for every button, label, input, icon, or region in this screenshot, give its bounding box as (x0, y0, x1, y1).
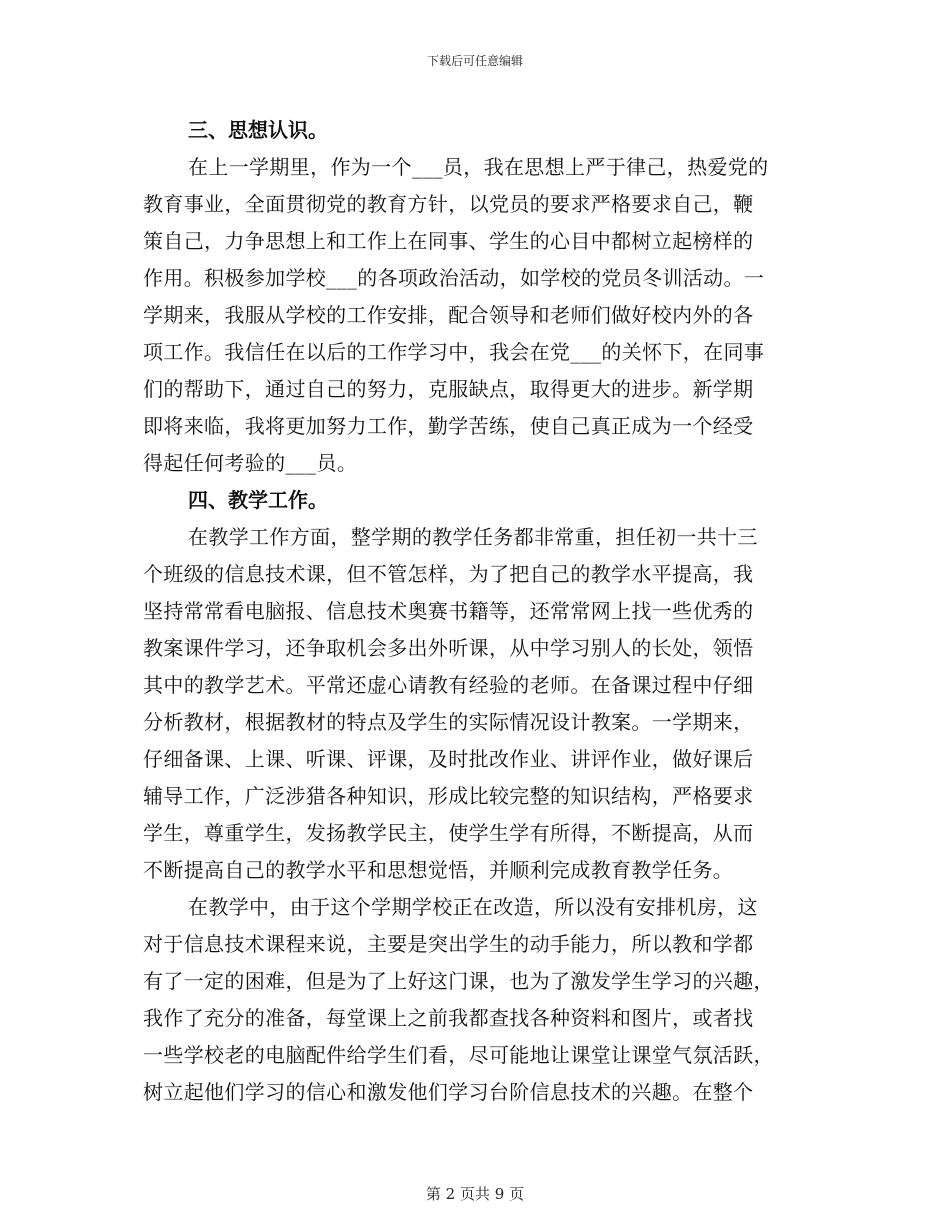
paragraph-line: 对于信息技术课程来说，主要是突出学生的动手能力，所以教和学都 (143, 932, 754, 956)
paragraph-line: 学期来，我服从学校的工作安排，配合领导和老师们做好校内外的各 (143, 303, 754, 327)
paragraph-line: 在教学中，由于这个学期学校正在改造，所以没有安排机房，这 (188, 895, 758, 919)
paragraph-line: 有了一定的困难，但是为了上好这门课，也为了激发学生学习的兴趣， (143, 969, 774, 993)
page-footer: 第 2 页共 9 页 (425, 1185, 525, 1203)
section-4-heading: 四、教学工作。 (188, 488, 328, 512)
paragraph-line: 一些学校老的电脑配件给学生们看，尽可能地让课堂让课堂气氛活跃， (143, 1043, 774, 1067)
paragraph-line: 其中的教学艺术。平常还虚心请教有经验的老师。在备课过程中仔细 (143, 673, 754, 697)
paragraph-line: 个班级的信息技术课，但不管怎样，为了把自己的教学水平提高，我 (143, 562, 754, 586)
paragraph-line: 教育事业，全面贯彻党的教育方针，以党员的要求严格要求自己，鞭 (143, 192, 754, 216)
paragraph-line: 在上一学期里，作为一个___员，我在思想上严于律己，热爱党的 (188, 155, 769, 179)
section-3-heading: 三、思想认识。 (188, 118, 328, 142)
paragraph-line: 在教学工作方面，整学期的教学任务都非常重，担任初一共十三 (188, 525, 758, 549)
paragraph-line: 分析教材，根据教材的特点及学生的实际情况设计教案。一学期来， (143, 710, 754, 734)
paragraph-line: 即将来临，我将更加努力工作，勤学苦练，使自己真正成为一个经受 (143, 414, 754, 438)
paragraph-line: 学生，尊重学生，发扬教学民主，使学生学有所得，不断提高，从而 (143, 821, 754, 845)
paragraph-line: 辅导工作，广泛涉猎各种知识，形成比较完整的知识结构，严格要求 (143, 784, 754, 808)
paragraph-line: 教案课件学习，还争取机会多出外听课，从中学习别人的长处，领悟 (143, 636, 754, 660)
paragraph-line: 仔细备课、上课、听课、评课，及时批改作业、讲评作业，做好课后 (143, 747, 754, 771)
paragraph-line: 们的帮助下，通过自己的努力，克服缺点，取得更大的进步。新学期 (143, 377, 754, 401)
paragraph-line: 项工作。我信任在以后的工作学习中，我会在党___的关怀下，在同事 (143, 340, 765, 364)
paragraph-line: 作用。积极参加学校___的各项政治活动，如学校的党员冬训活动。一 (143, 266, 765, 290)
paragraph-line: 不断提高自己的教学水平和思想觉悟，并顺利完成教育教学任务。 (143, 858, 734, 882)
page-header: 下载后可任意编辑 (426, 54, 523, 68)
paragraph-line: 得起任何考验的___员。 (143, 451, 358, 475)
paragraph-line: 坚持常常看电脑报、信息技术奥赛书籍等，还常常网上找一些优秀的 (143, 599, 754, 623)
paragraph-line: 策自己，力争思想上和工作上在同事、学生的心目中都树立起榜样的 (143, 229, 754, 253)
paragraph-line: 我作了充分的准备，每堂课上之前我都查找各种资料和图片，或者找 (143, 1006, 754, 1030)
paragraph-line: 树立起他们学习的信心和激发他们学习台阶信息技术的兴趣。在整个 (143, 1080, 754, 1104)
